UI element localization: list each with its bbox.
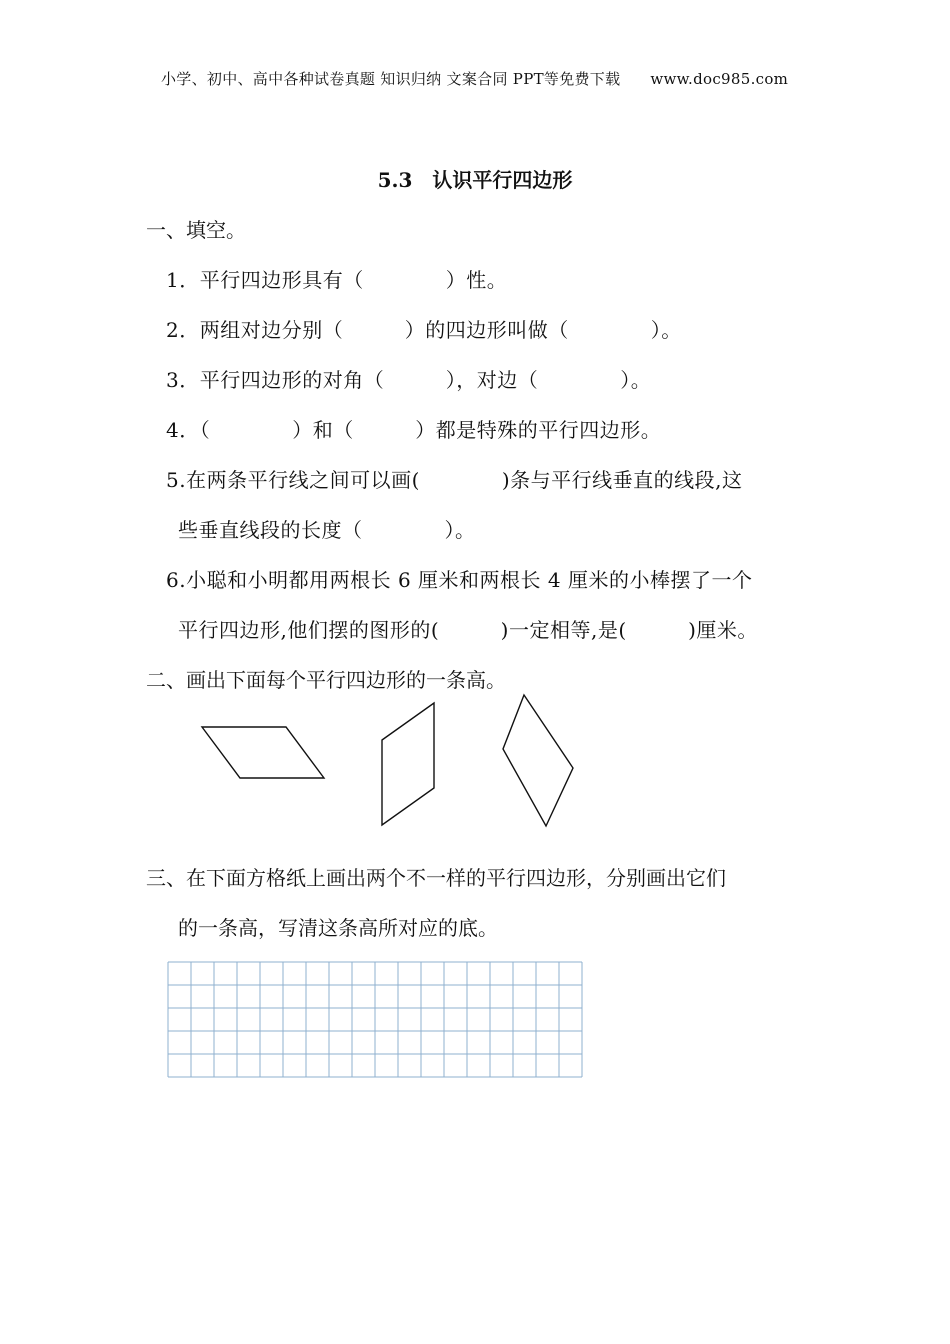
question-1: 1．平行四边形具有（ ）性。 [166,268,508,292]
question-6-line-2: 平行四边形,他们摆的图形的( )一定相等,是( )厘米。 [178,618,758,642]
section-3-heading-line-2: 的一条高，写清这条高所对应的底。 [178,916,498,940]
question-3: 3．平行四边形的对角（ ），对边（ ）。 [166,368,652,392]
header-site: www.doc985.com [650,70,789,88]
question-5-line-2: 些垂直线段的长度（ ）。 [178,518,476,542]
header-text: 小学、初中、高中各种试卷真题 知识归纳 文案合同 PPT等免费下载 [161,70,621,88]
parallelogram-tall [382,703,434,825]
question-4: 4．（ ）和（ ）都是特殊的平行四边形。 [166,418,662,442]
section-3-heading-line-1: 三、在下面方格纸上画出两个不一样的平行四边形，分别画出它们 [146,866,726,890]
question-5-line-1: 5.在两条平行线之间可以画( )条与平行线垂直的线段,这 [166,468,743,492]
parallelogram-left [202,727,324,778]
rhombus [503,695,573,826]
grid-paper[interactable] [168,962,582,1077]
section-1-heading: 一、填空。 [146,218,246,242]
section-2-heading: 二、画出下面每个平行四边形的一条高。 [146,668,506,692]
question-6-line-1: 6.小聪和小明都用两根长 6 厘米和两根长 4 厘米的小棒摆了一个 [166,568,753,592]
page-title: 5.3 认识平行四边形 [377,168,573,192]
question-2: 2．两组对边分别（ ）的四边形叫做（ ）。 [166,318,682,342]
